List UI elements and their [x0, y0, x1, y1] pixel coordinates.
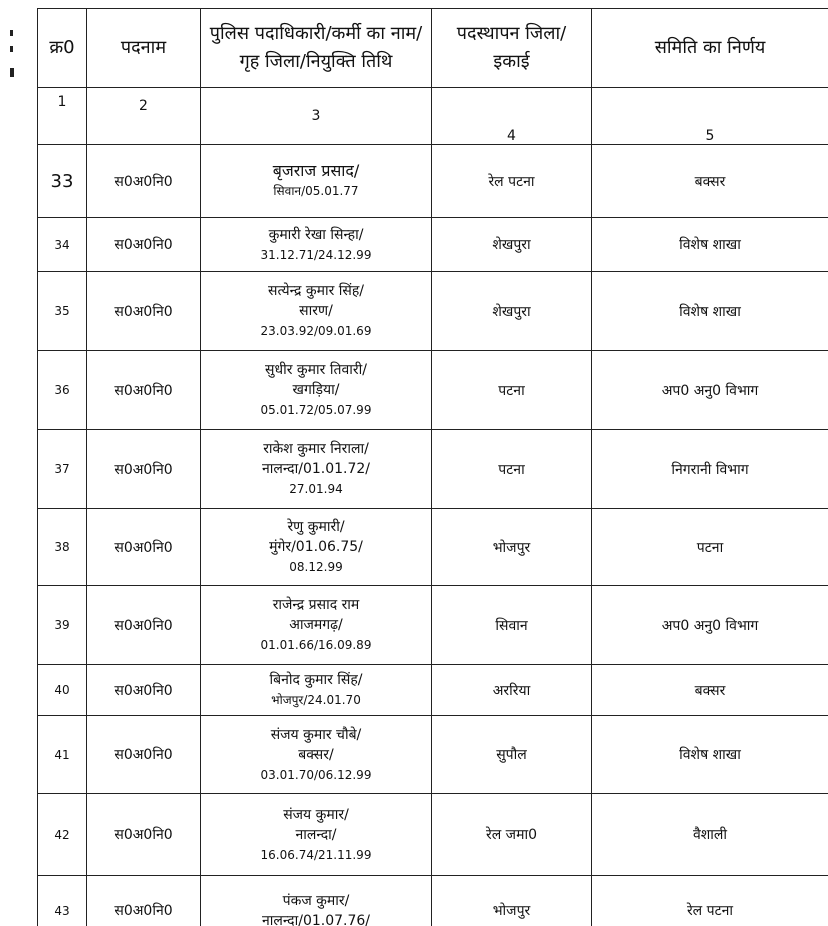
officer-line: आजमगढ़/	[289, 617, 343, 633]
officer-name: कुमारी रेखा सिन्हा/	[268, 226, 364, 243]
serial-number: 38	[38, 509, 87, 586]
serial-number: 35	[38, 272, 87, 351]
column-number-row	[38, 88, 828, 145]
column-number: 2	[87, 88, 201, 145]
designation: स0अ0नि0	[87, 509, 201, 586]
column-number: 5	[592, 88, 828, 145]
designation: स0अ0नि0	[87, 272, 201, 351]
table-row	[38, 586, 828, 665]
officer-line: भोजपुर/24.01.70	[271, 693, 361, 707]
officer-line: 23.03.92/09.01.69	[260, 324, 372, 338]
margin-mark	[10, 30, 13, 36]
posting-district: पटना	[432, 351, 592, 430]
officer-line: बक्सर/	[298, 746, 334, 763]
officer-name: संजय कुमार/	[283, 806, 349, 823]
officer-line: 03.01.70/06.12.99	[260, 767, 372, 782]
committee-decision: बक्सर	[592, 665, 828, 716]
officer-name: राकेश कुमार निराला/	[263, 441, 369, 457]
officer-line: नालन्दा/	[295, 826, 337, 843]
officer-line: नालन्दा/01.01.72/	[261, 461, 371, 477]
serial-number: 36	[38, 351, 87, 430]
officer-line: 16.06.74/21.11.99	[260, 847, 372, 862]
officer-name: बृजराज प्रसाद/	[272, 161, 360, 180]
designation: स0अ0नि0	[87, 430, 201, 509]
officer-line: खगड़िया/	[292, 382, 340, 398]
designation: स0अ0नि0	[87, 716, 201, 794]
committee-decision: निगरानी विभाग	[592, 430, 828, 509]
designation: स0अ0नि0	[87, 665, 201, 716]
officer-name: संजय कुमार चौबे/	[270, 726, 362, 743]
table-row	[38, 351, 828, 430]
officer-name: सत्येन्द्र कुमार सिंह/	[267, 283, 365, 299]
designation: स0अ0नि0	[87, 794, 201, 876]
officer-name: रेणु कुमारी/	[287, 519, 345, 535]
posting-district: भोजपुर	[432, 876, 592, 926]
committee-decision: विशेष शाखा	[592, 716, 828, 794]
column-number: 1	[38, 88, 87, 145]
committee-decision: अप0 अनु0 विभाग	[592, 586, 828, 665]
officer-line: 31.12.71/24.12.99	[260, 247, 372, 262]
officer-details	[201, 430, 432, 509]
committee-decision: अप0 अनु0 विभाग	[592, 351, 828, 430]
table-row	[38, 665, 828, 716]
table-row	[38, 218, 828, 272]
officer-line: 08.12.99	[289, 560, 343, 574]
officer-name: सुधीर कुमार तिवारी/	[265, 362, 367, 378]
serial-number: 41	[38, 716, 87, 794]
committee-decision: रेल पटना	[592, 876, 828, 926]
officer-line: नालन्दा/01.07.76/	[261, 912, 371, 926]
posting-district: रेल पटना	[432, 145, 592, 218]
posting-district: सिवान	[432, 586, 592, 665]
committee-decision: वैशाली	[592, 794, 828, 876]
officer-name: बिनोद कुमार सिंह/	[269, 672, 363, 688]
posting-district: सुपौल	[432, 716, 592, 794]
designation: स0अ0नि0	[87, 351, 201, 430]
header-serial: क्र0	[38, 9, 87, 88]
officer-line: 05.01.72/05.07.99	[260, 403, 372, 417]
table-row	[38, 272, 828, 351]
designation: स0अ0नि0	[87, 218, 201, 272]
posting-table	[37, 8, 828, 926]
margin-mark	[10, 68, 14, 77]
column-number: 3	[201, 88, 432, 145]
serial-number: 37	[38, 430, 87, 509]
table-row	[38, 509, 828, 586]
officer-details	[201, 876, 432, 926]
officer-line: सारण/	[299, 303, 333, 319]
serial-number: 40	[38, 665, 87, 716]
officer-line: 27.01.94	[289, 482, 343, 496]
posting-district: पटना	[432, 430, 592, 509]
margin-mark	[10, 46, 13, 52]
designation: स0अ0नि0	[87, 586, 201, 665]
serial-number: 42	[38, 794, 87, 876]
header-posting-district: पदस्थापन जिला/ इकाई	[432, 9, 592, 88]
officer-line: सिवान/05.01.77	[273, 184, 359, 198]
posting-district: रेल जमा0	[432, 794, 592, 876]
serial-number: 34	[38, 218, 87, 272]
posting-district: अररिया	[432, 665, 592, 716]
table-row	[38, 430, 828, 509]
officer-details	[201, 794, 432, 876]
serial-number: 33	[38, 145, 87, 218]
table-row	[38, 145, 828, 218]
document-sheet	[37, 8, 828, 926]
designation: स0अ0नि0	[87, 145, 201, 218]
committee-decision: बक्सर	[592, 145, 828, 218]
officer-details	[201, 586, 432, 665]
officer-details	[201, 218, 432, 272]
committee-decision: पटना	[592, 509, 828, 586]
table-row	[38, 794, 828, 876]
table-row	[38, 716, 828, 794]
posting-district: शेखपुरा	[432, 218, 592, 272]
margin-marks	[4, 20, 24, 77]
officer-name: राजेन्द्र प्रसाद राम	[272, 597, 360, 613]
officer-line: 01.01.66/16.09.89	[260, 638, 372, 652]
table-row	[38, 876, 828, 926]
officer-details	[201, 145, 432, 218]
column-number: 4	[432, 88, 592, 145]
officer-details	[201, 351, 432, 430]
header-committee-decision: समिति का निर्णय	[592, 9, 828, 88]
officer-details	[201, 716, 432, 794]
officer-details	[201, 272, 432, 351]
posting-district: शेखपुरा	[432, 272, 592, 351]
officer-details	[201, 665, 432, 716]
header-row	[38, 9, 828, 88]
serial-number: 39	[38, 586, 87, 665]
officer-line: मुंगेर/01.06.75/	[269, 539, 363, 555]
designation: स0अ0नि0	[87, 876, 201, 926]
header-officer-details: पुलिस पदाधिकारी/कर्मी का नाम/गृह जिला/नियुक्ति तिथि	[201, 9, 432, 88]
serial-number: 43	[38, 876, 87, 926]
officer-details	[201, 509, 432, 586]
officer-name: पंकज कुमार/	[282, 892, 350, 909]
committee-decision: विशेष शाखा	[592, 218, 828, 272]
posting-district: भोजपुर	[432, 509, 592, 586]
header-designation: पदनाम	[87, 9, 201, 88]
committee-decision: विशेष शाखा	[592, 272, 828, 351]
